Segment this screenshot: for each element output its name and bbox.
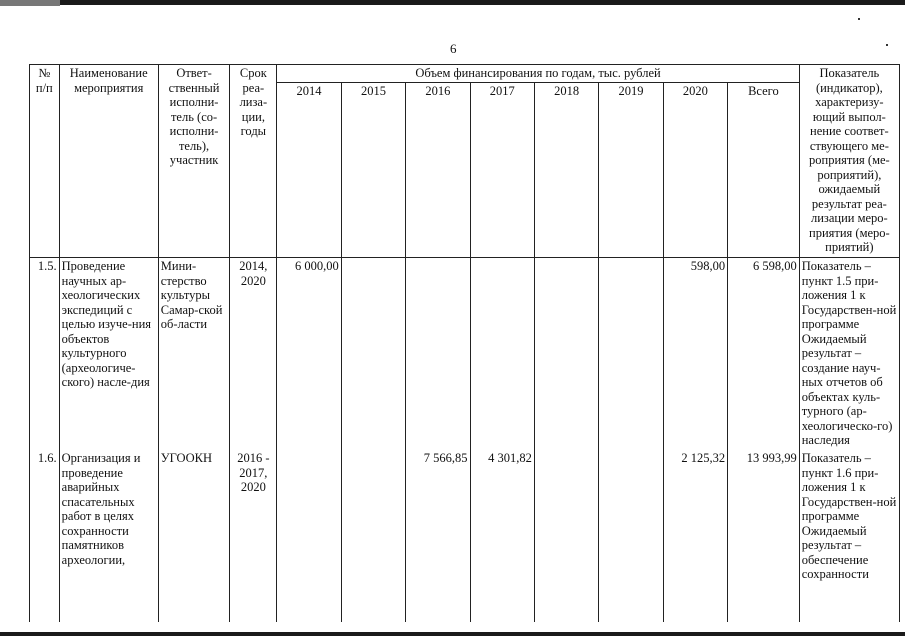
- value-2020: 598,00: [663, 258, 727, 451]
- row-indicator: Показатель – пункт 1.6 при-ложения 1 к Государствен-ной программе Ожидаемый результат – обеспечение сохранности: [799, 450, 899, 622]
- scan-top-shade: [0, 0, 60, 6]
- row-name: Проведение научных ар-хеологических экспедиций с целью изуче-ния объектов культурного (археологиче-ского) насле-дия: [59, 258, 158, 451]
- row-number: 1.5.: [30, 258, 60, 451]
- scan-speck: [886, 44, 888, 46]
- year-header: 2018: [534, 83, 598, 258]
- page-number: 6: [450, 41, 457, 56]
- year-header: 2019: [599, 83, 663, 258]
- row-name: Организация и проведение аварийных спасательных работ в целях сохранности памятников археологии,: [59, 450, 158, 622]
- col-name-header: Наименование мероприятия: [59, 65, 158, 258]
- col-funding-header: Объем финансирования по годам, тыс. рублей: [277, 65, 799, 83]
- value-2017: [470, 258, 534, 451]
- table-row: [30, 258, 900, 451]
- value-2018: [534, 258, 598, 451]
- col-responsible-header: Ответ-ственный исполни-тель (со-исполни-тель), участник: [158, 65, 230, 258]
- year-header: 2016: [406, 83, 470, 258]
- row-number: 1.6.: [30, 450, 60, 622]
- value-2016: 7 566,85: [406, 450, 470, 622]
- scan-top-border: [0, 0, 905, 5]
- col-period-header: Срок реа-лиза-ции, годы: [230, 65, 277, 258]
- year-header: 2020: [663, 83, 727, 258]
- col-indicator-header: Показатель (индикатор), характеризу-ющий выпол-нение соответ-ствующего ме-роприятия (ме-роприятий), ожидаемый результат реа-лизации меро-приятия (меро-приятий): [799, 65, 899, 258]
- value-2015: [341, 258, 405, 451]
- header-row: [30, 65, 900, 83]
- value-2019: [599, 258, 663, 451]
- scan-bottom-border: [0, 632, 905, 636]
- scan-speck: [858, 18, 860, 20]
- col-num-header: № п/п: [30, 65, 60, 258]
- year-header: 2015: [341, 83, 405, 258]
- total-header: Всего: [728, 83, 800, 258]
- value-2014: 6 000,00: [277, 258, 341, 451]
- financing-table: [29, 64, 900, 622]
- value-2018: [534, 450, 598, 622]
- row-period: 2016 - 2017, 2020: [230, 450, 277, 622]
- value-2020: 2 125,32: [663, 450, 727, 622]
- value-total: 6 598,00: [728, 258, 800, 451]
- table-row: [30, 450, 900, 622]
- row-responsible: Мини-стерство культуры Самар-ской об-ласти: [158, 258, 230, 451]
- row-responsible: УГООКН: [158, 450, 230, 622]
- row-period: 2014, 2020: [230, 258, 277, 451]
- row-indicator: Показатель – пункт 1.5 при-ложения 1 к Государствен-ной программе Ожидаемый результат – создание науч-ных отчетов об объектах куль-турного (ар-хеологическо-го) наследия: [799, 258, 899, 451]
- value-2019: [599, 450, 663, 622]
- year-header: 2017: [470, 83, 534, 258]
- year-header: 2014: [277, 83, 341, 258]
- value-2017: 4 301,82: [470, 450, 534, 622]
- value-total: 13 993,99: [728, 450, 800, 622]
- value-2014: [277, 450, 341, 622]
- value-2016: [406, 258, 470, 451]
- value-2015: [341, 450, 405, 622]
